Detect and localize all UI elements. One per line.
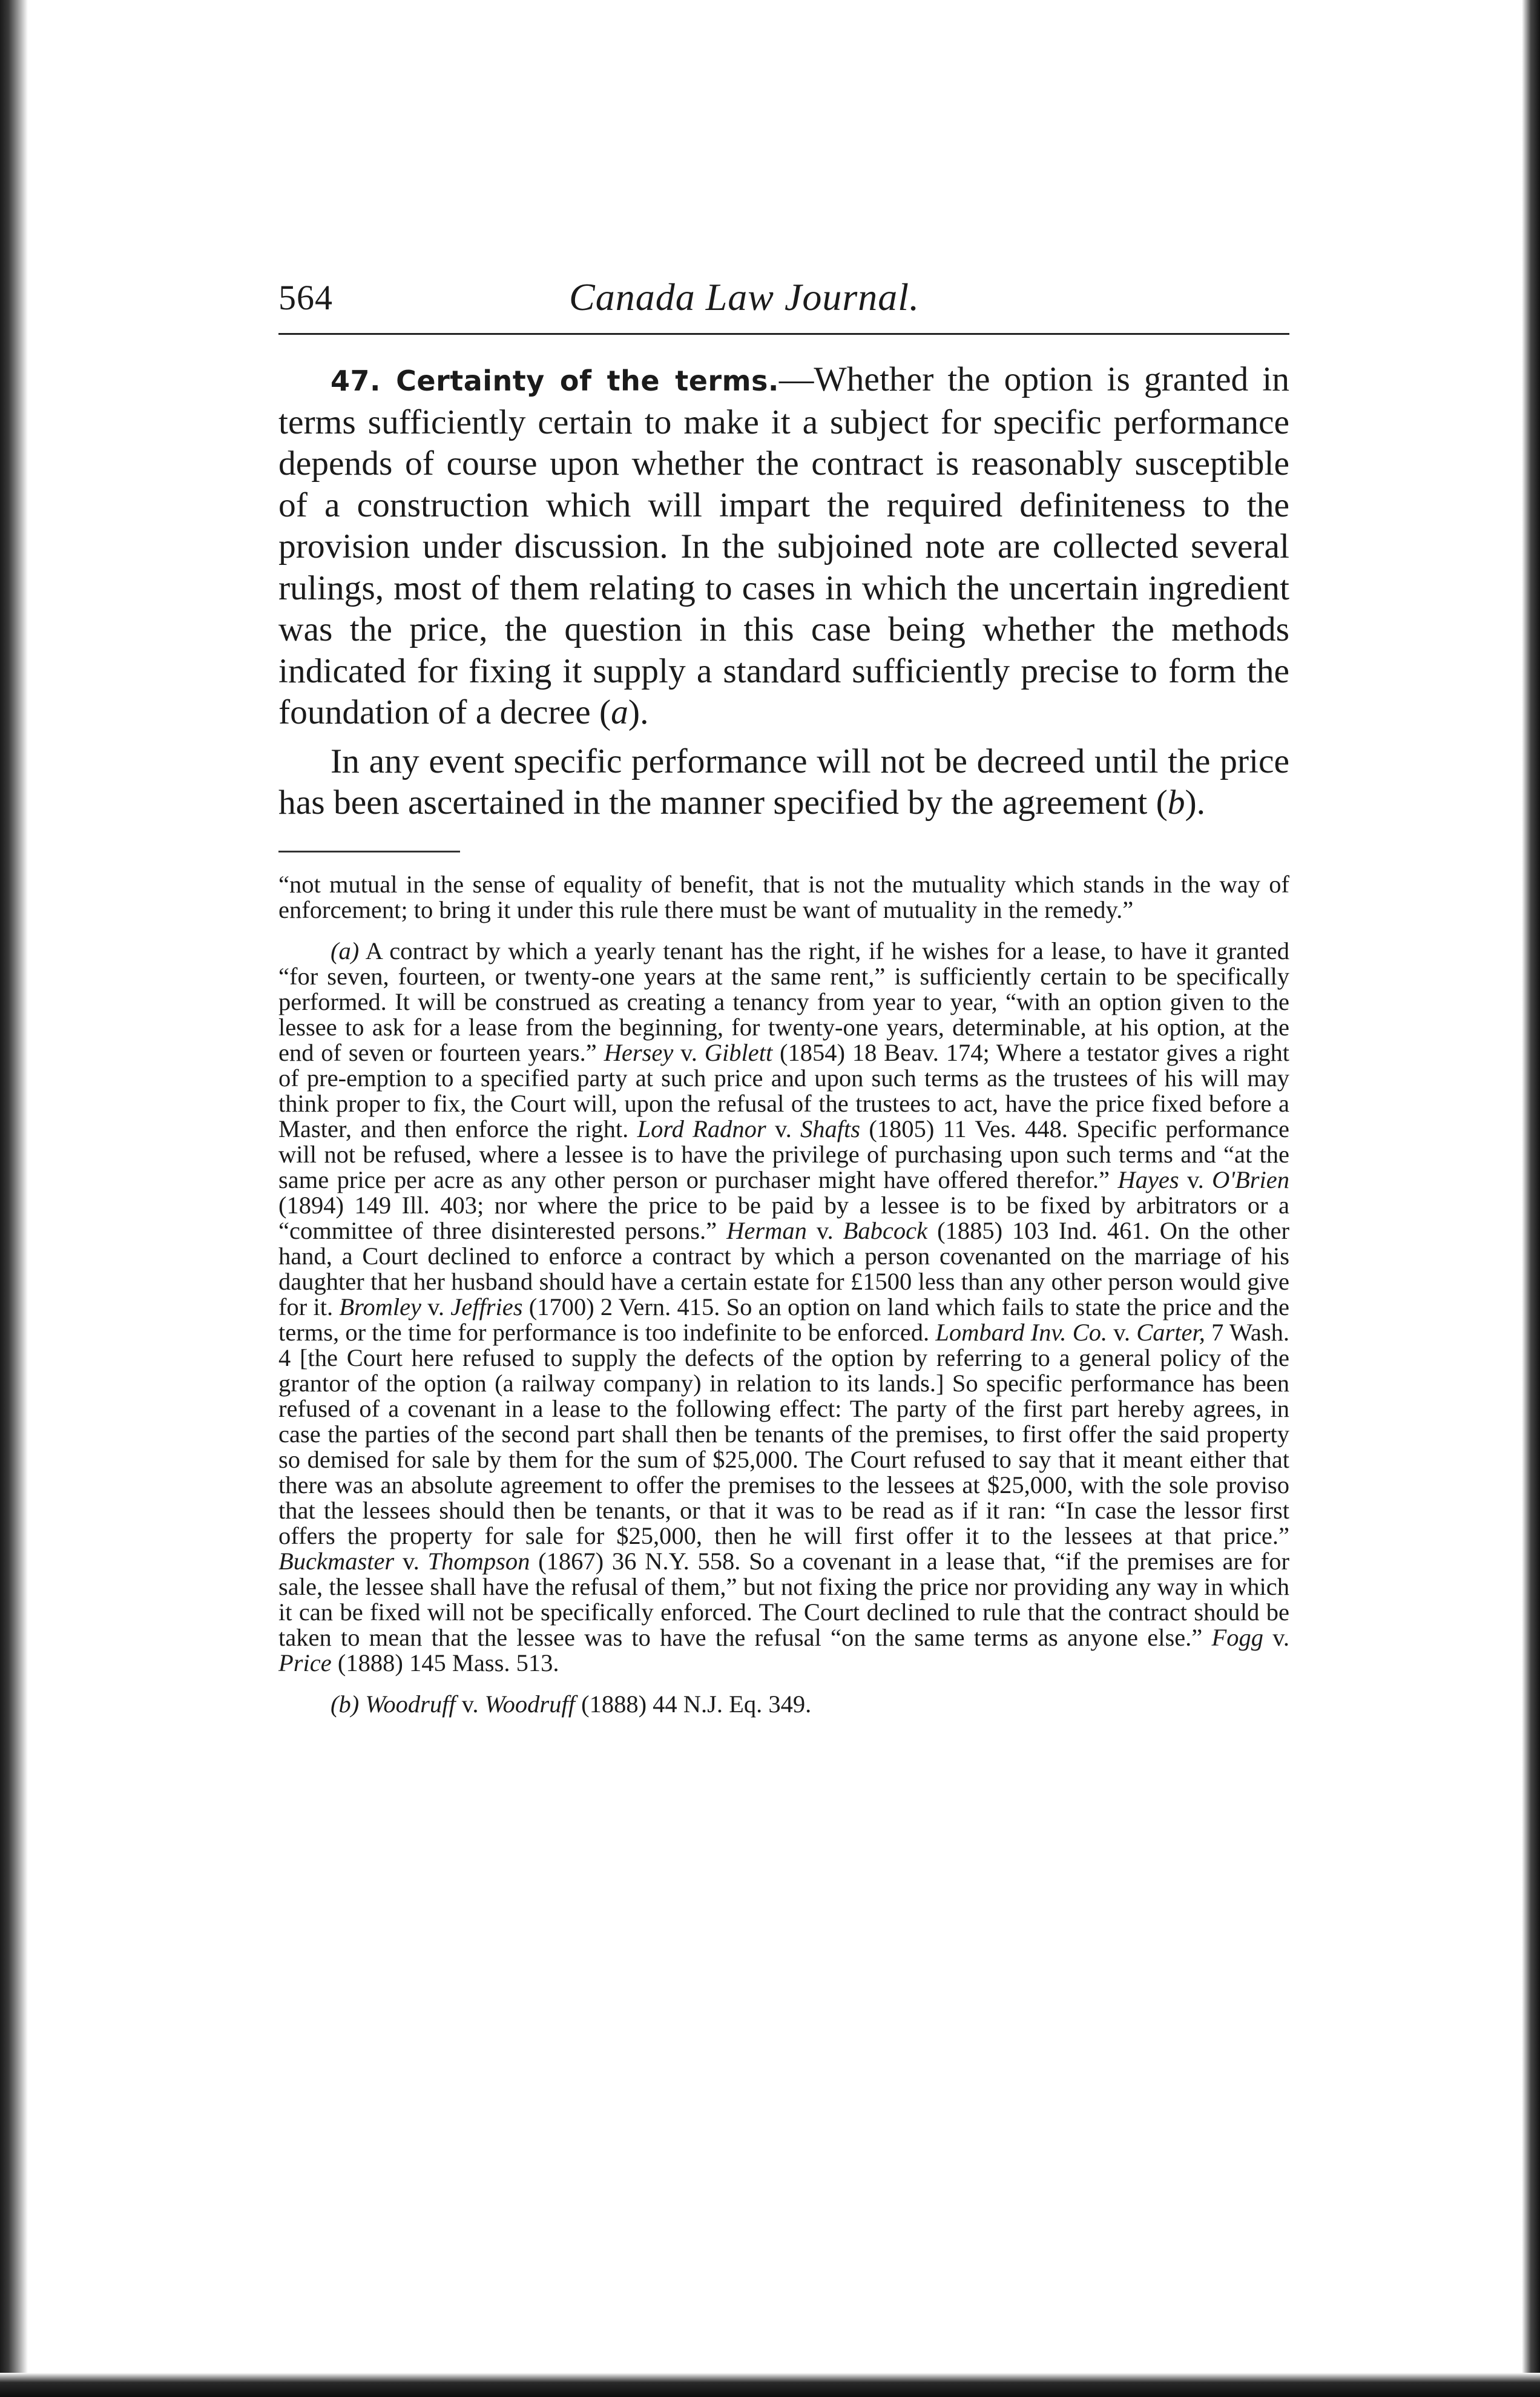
page xyxy=(278,266,1289,1733)
body-text xyxy=(278,359,1289,824)
scan-edge-bottom xyxy=(0,2373,1540,2397)
footnote-b: (b) Woodruff v. Woodruff (1888) 44 N.J. Eq. 349. xyxy=(331,1690,812,1718)
running-head xyxy=(278,266,1289,335)
footnote-b-label: (b) xyxy=(331,1690,360,1718)
footnote-separator xyxy=(278,851,460,852)
journal-title: Canada Law Journal. xyxy=(569,275,920,318)
scan-edge-right xyxy=(1522,0,1540,2397)
footnote-continued: “not mutual in the sense of equality of benefit, that is not the mutuality which stands in the way of enforcement; to bring it under this rule there must be want of mutuality in the remedy.” xyxy=(278,870,1289,923)
footnote-a-label: (a) xyxy=(331,937,360,964)
footnote-ref-a: a xyxy=(611,693,628,731)
footnote-ref-b: b xyxy=(1167,783,1185,822)
footnote-a: (a) A contract by which a yearly tenant has the right, if he wishes for a lease, to have it granted “for seven, fourteen, or twenty-one years at the same rent,” is sufficiently certain to be specifically performed. It will be construed as creating a tenancy from year to year, “with an option given to the lessee to ask for a lease from the beginning, for twenty-one years, determinable, at his option, at the end of seven or fourteen years.” Hersey v. Giblett (1854) 18 Beav. 174; Where a testator gives a right of pre-emption to a specified party at such price and upon such terms as the trustees of his will may think proper to fix, the Court will, upon the refusal of the trustees to act, have the price fixed before a Master, and then enforce the right. Lord Radnor v. Shafts (1805) 11 Ves. 448. Specific performance will not be refused, where a lessee is to have the privilege of purchasing upon such terms and “at the same price per acre as any other person or purchaser might have offered therefor.” Hayes v. O'Brien (1894) 149 Ill. 403; nor where the price to be paid by a lessee is to be fixed by arbitrators or a “committee of three disinterested persons.” Herman v. Babcock (1885) 103 Ind. 461. On the other hand, a Court declined to enforce a contract by which a person covenanted on the marriage of his daughter that her husband should have a certain estate for £1500 less than any other person would give for it. Bromley v. Jeffries (1700) 2 Vern. 415. So an option on land which fails to state the price and the terms, or the time for performance is too indefinite to be enforced. Lombard Inv. Co. v. Carter, 7 Wash. 4 [the Court here refused to supply the defects of the option by referring to a general policy of the grantor of the option (a railway company) in relation to its lands.] So specific performance has been refused of a covenant in a lease to the following effect: The party of the first part hereby agrees, in case the parties of the second part shall then be tenants of the premises, to first offer the said property so demised for sale by them for the sum of $25,000. The Court refused to say that it meant either that there was an absolute agreement to offer the premises to the lessees at $25,000, with the sole proviso that the lessees should then be tenants, or that it was to be read as if it ran: “In case the lessor first offers the property for sale for $25,000, then he will first offer it to the lessees at that price.” Buckmaster v. Thompson (1867) 36 N.Y. 558. So a covenant in a lease that, “if the premises are for sale, the lessee shall have the refusal of them,” but not fixing the price nor providing any way in which it can be fixed will not be specifically enforced. The Court declined to rule that the contract should be taken to mean that the lessee was to have the refusal “on the same terms as anyone else.” Fogg v. Price (1888) 145 Mass. 513. xyxy=(278,937,1290,1677)
footnotes xyxy=(278,872,1289,1717)
section-heading: 47. Certainty of the terms. xyxy=(331,364,779,397)
page-number: 564 xyxy=(278,278,333,317)
paragraph-1: 47. Certainty of the terms.—Whether the option is granted in terms sufficiently certain to make it a subject for specific performance depends of course upon whether the contract is reasonably susceptible of a construction which will impart the required definiteness to the provision under discussion. In the subjoined note are collected several rulings, most of them relating to cases in which the uncertain ingredient was the price, the question in this case being whether the methods indicated for fixing it supply a standard sufficiently precise to form the foundation of a decree (a). xyxy=(278,360,1289,731)
scan-edge-left xyxy=(0,0,28,2397)
paragraph-2: In any event specific performance will not be decreed until the price has been ascertained in the manner specified by the agreement (b). xyxy=(278,742,1289,822)
